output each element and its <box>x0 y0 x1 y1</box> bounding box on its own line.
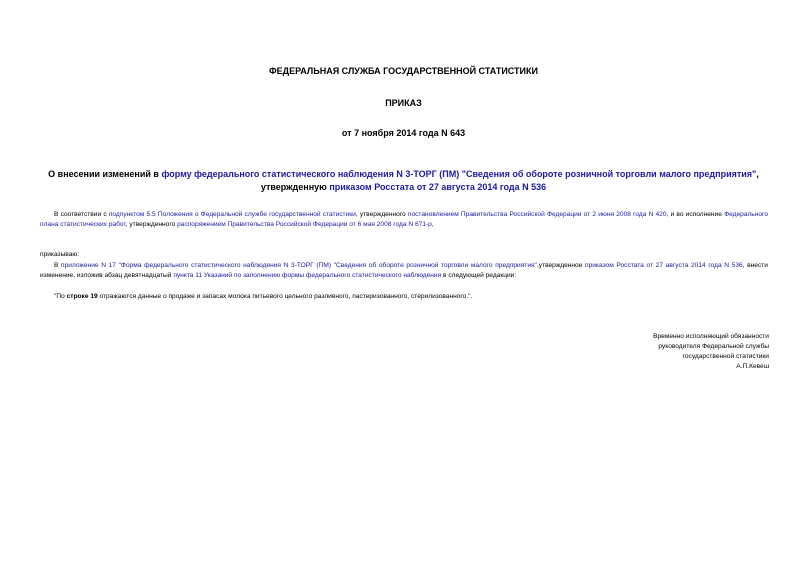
amendment-link-order[interactable]: приказом Росстата от 27 августа 2014 года N 536 <box>585 262 743 269</box>
quoted-text <box>40 292 768 302</box>
preamble-text-4: , утвержденного <box>125 221 178 228</box>
agency-heading: ФЕДЕРАЛЬНАЯ СЛУЖБА ГОСУДАРСТВЕННОЙ СТАТИСТИКИ <box>269 66 538 76</box>
signature-line-3: государственной статистики <box>682 353 769 360</box>
signature-line-2: руководителя Федеральной службы <box>658 343 769 350</box>
preamble-text-5: , <box>431 221 434 228</box>
amendment-text-2: ,утвержденное <box>536 262 586 269</box>
title-middle: , утвержденную <box>260 169 759 192</box>
preamble-paragraph <box>40 210 768 230</box>
amendment-text-1: В <box>54 262 62 269</box>
preamble-link-decree[interactable]: постановлением Правительства Российской Федерации от 2 июня 2008 года N 420 <box>407 211 667 218</box>
preamble-link-plan[interactable]: Федерального плана статистических работ <box>40 211 768 228</box>
title-order-link[interactable]: приказом Росстата от 27 августа 2014 года N 536 <box>329 182 547 192</box>
quote-text-1: "По <box>54 293 67 300</box>
quote-bold: строке 19 <box>66 293 98 300</box>
date-number: от 7 ноября 2014 года N 643 <box>341 128 466 138</box>
doc-type-heading: ПРИКАЗ <box>385 98 422 108</box>
preamble-text-2: , утвержденного <box>355 211 408 218</box>
amendment-paragraph <box>40 261 768 281</box>
title-prefix: О внесении изменений в <box>48 169 162 179</box>
signature-name: А.П.Кевеш <box>736 363 769 370</box>
amendment-text-4: в следующей редакции: <box>441 272 517 279</box>
signature-line-1: Временно исполняющий обязанности <box>653 333 769 340</box>
preamble-text-1: В соответствии с <box>54 211 109 218</box>
signature-block <box>569 332 769 372</box>
preamble-link-order[interactable]: распоряжением Правительства Российской Федерации от 6 мая 2008 года N 671-р <box>177 221 432 228</box>
quote-text-2: отражаются данные о продаже и запасах молока питьевого цельного разливного, пастеризованного, стерилизованного.". <box>97 293 473 300</box>
order-word: приказываю: <box>40 251 80 258</box>
preamble-link-regulation[interactable]: подпунктом 5.5 Положения о Федеральной службе государственной статистики <box>108 211 356 218</box>
amendment-link-appendix[interactable]: приложение N 17 "Форма федерального статистического наблюдения N 3-ТОРГ (ПМ) "Сведения об обороте розничной торговли малого предприятия" <box>61 262 537 269</box>
preamble-text-3: , и во исполнение <box>666 211 725 218</box>
amendment-link-instructions[interactable]: пункта 11 Указаний по заполнению формы федерального статистического наблюдения <box>173 272 442 279</box>
title-form-link[interactable]: форму федерального статистического наблюдения N 3-ТОРГ (ПМ) "Сведения об обороте розничной торговли малого предприятия" <box>161 169 757 179</box>
amendment-text-3: , внести изменение, изложив абзац девятнадцатый <box>40 262 768 279</box>
document-title <box>40 168 767 194</box>
